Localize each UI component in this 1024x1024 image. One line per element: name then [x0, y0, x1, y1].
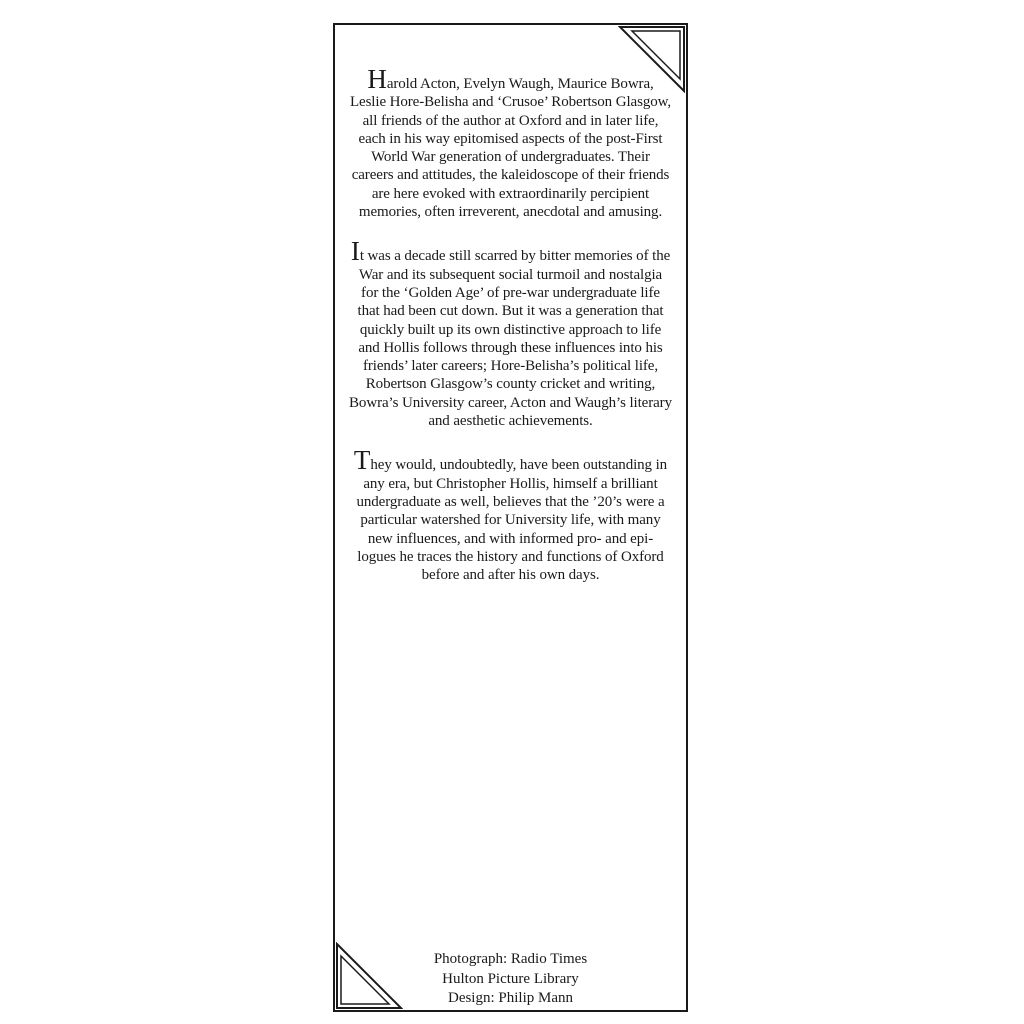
blurb-paragraph-3 — [349, 445, 672, 584]
library-credit: Hulton Picture Library — [442, 970, 579, 987]
paragraph-text: arold Acton, Evelyn Waugh, Maurice Bowra, Leslie Hore-Belisha and ‘Crusoe’ Robertson Glasgow, all friends of the author at Oxford and in later life, each in his way epitomised aspects of the post-First World War generation of undergraduates. Their careers and attitudes, the kaleidoscope of their friends are here evoked with extraordinarily percipient memories, often irreverent, anecdotal and amusing. — [349, 76, 672, 221]
drop-cap: I — [350, 236, 360, 267]
paragraph-text: hey would, undoubtedly, have been outstanding in any era, but Christopher Hollis, himself a brilliant undergraduate as well, believes that the ’20’s were a particular watershed for University life, with many new influences, and with informed pro- and epi-logues he traces the history and functions of Oxford before and after his own days. — [356, 457, 668, 584]
blurb-paragraph-1 — [349, 64, 672, 221]
drop-cap: H — [367, 64, 387, 94]
photo-corner-bottom-left — [335, 942, 403, 1010]
blurb-paragraph-2 — [349, 236, 672, 430]
jacket-flap — [333, 23, 688, 1012]
photograph-credit: Photograph: Radio Times — [433, 951, 588, 967]
drop-cap: T — [353, 445, 371, 476]
paragraph-text: t was a decade still scarred by bitter memories of the War and its subsequent social turmoil and nostalgia for the ‘Golden Age’ of pre-war undergraduate life that had been cut down. But it was a generation that quickly built up its own distinctive approach to life and Hollis follows through these influences into his friends’ later careers; Hore-Belisha’s political life, Robertson Glasgow’s county cricket and writing, Bowra’s University career, Acton and Waugh’s literary and aesthetic achievements. — [349, 248, 672, 430]
design-credit: Design: Philip Mann — [447, 990, 573, 1006]
blurb-text — [349, 64, 672, 605]
